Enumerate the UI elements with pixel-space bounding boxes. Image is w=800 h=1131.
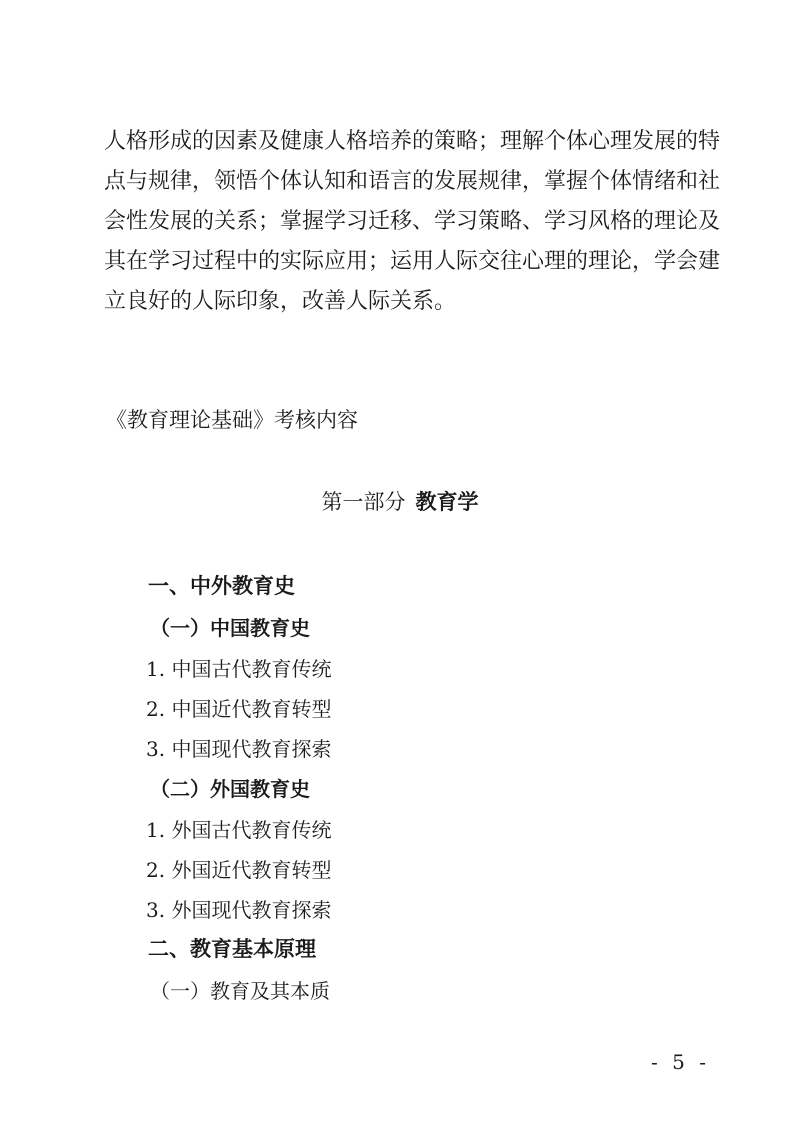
- outline-item: 2. 外国近代教育转型: [146, 858, 332, 882]
- outline-heading-2: （一）中国教育史: [150, 616, 310, 640]
- paragraph-line: 人格形成的因素及健康人格培养的策略；理解个体心理发展的特: [104, 129, 721, 154]
- outline-heading-1: 二、教育基本原理: [148, 937, 316, 961]
- paragraph-line: 会性发展的关系；掌握学习迁移、学习策略、学习风格的理论及: [104, 209, 721, 234]
- page-number: - 5 -: [651, 1050, 710, 1074]
- outline-heading-2: （一）教育及其本质: [150, 979, 330, 1003]
- body-paragraph: [104, 122, 721, 322]
- outline-item: 1. 外国古代教育传统: [146, 818, 332, 842]
- paragraph-line: 立良好的人际印象，改善人际关系。: [104, 289, 457, 314]
- part-label: 第一部分: [321, 490, 406, 514]
- paragraph-line: 点与规律，领悟个体认知和语言的发展规律，掌握个体情绪和社: [104, 169, 721, 194]
- paragraph-line: 其在学习过程中的实际应用；运用人际交往心理的理论，学会建: [104, 249, 721, 274]
- part-name: 教育学: [415, 490, 479, 514]
- section-heading: 《教育理论基础》考核内容: [106, 408, 358, 432]
- outline-item: 3. 外国现代教育探索: [146, 898, 332, 922]
- outline-item: 3. 中国现代教育探索: [146, 737, 332, 761]
- outline-heading-2: （二）外国教育史: [150, 777, 310, 801]
- outline-item: 1. 中国古代教育传统: [146, 657, 332, 681]
- part-title: [0, 486, 800, 516]
- outline-heading-1: 一、中外教育史: [148, 574, 295, 598]
- outline-item: 2. 中国近代教育转型: [146, 697, 332, 721]
